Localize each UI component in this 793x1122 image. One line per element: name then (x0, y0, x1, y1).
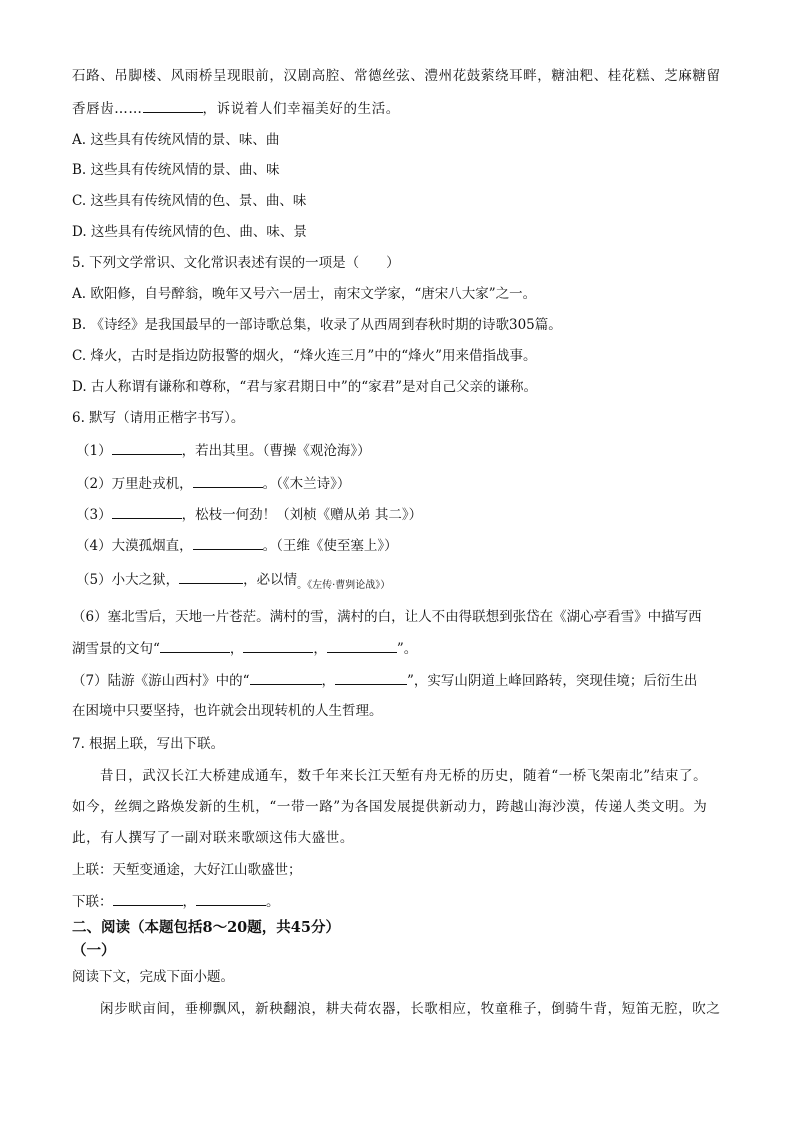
answer-blank[interactable] (113, 891, 183, 906)
q7-lower-couplet: 下联： ， 。 (72, 891, 722, 912)
answer-blank[interactable] (243, 638, 313, 653)
answer-blank[interactable] (112, 504, 182, 519)
q4-text-line2: 香唇齿…… ，诉说着人们幸福美好的生活。 (72, 98, 722, 119)
q7-stem: 7. 根据上联，写出下联。 (72, 736, 225, 752)
answer-blank[interactable] (160, 638, 230, 653)
q5-option-d[interactable]: D. 古人称谓有谦称和尊称，“君与家君期日中”的“家君”是对自己父亲的谦称。 (72, 379, 538, 395)
section-heading: 二、阅读（本题包括8～20题，共45分） (72, 919, 340, 936)
q5-option-b[interactable]: B. 《诗经》是我国最早的一部诗歌总集，收录了从西周到春秋时期的诗歌305篇。 (72, 317, 562, 333)
q6-item-2: （2）万里赴戎机， 。（《木兰诗》） (76, 473, 726, 494)
q7-paragraph-line1: 昔日，武汉长江大桥建成通车，数千年来长江天堑有舟无桥的历史，随着“一桥飞架南北”结束了。 (100, 768, 708, 784)
q6-item-4: （4）大漠孤烟直， 。（王维《使至塞上》） (76, 535, 726, 556)
answer-blank[interactable] (335, 670, 407, 685)
section-subheading: （一） (72, 942, 116, 959)
answer-blank[interactable] (143, 98, 203, 113)
answer-blank[interactable] (196, 891, 266, 906)
q4-option-c[interactable]: C. 这些具有传统风情的色、景、曲、味 (72, 193, 307, 209)
q5-option-c[interactable]: C. 烽火，古时是指边防报警的烟火，“烽火连三月”中的“烽火”用来借指战事。 (72, 348, 537, 364)
q4-option-b[interactable]: B. 这些具有传统风情的景、曲、味 (72, 162, 280, 178)
q6-stem: 6. 默写（请用正楷字书写）。 (72, 410, 245, 426)
q6-item-3: （3） ，松枝一何劲！（刘桢《赠从弟 其二》） (76, 504, 726, 525)
q6-item-6-line1: （6）塞北雪后，天地一片苍茫。满村的雪，满村的白，让人不由得联想到张岱在《湖心亭看雪》中描写西 (72, 609, 702, 625)
q5-stem: 5. 下列文学常识、文化常识表述有误的一项是（ ） (72, 255, 400, 271)
q6-item-7-line2: 在困境中只要坚持，也许就会出现转机的人生哲理。 (72, 703, 383, 719)
answer-blank[interactable] (179, 569, 243, 584)
answer-blank[interactable] (250, 670, 322, 685)
answer-blank[interactable] (112, 440, 182, 455)
q7-paragraph-line3: 此，有人撰写了一副对联来歌颂这伟大盛世。 (72, 830, 354, 846)
q7-upper-couplet: 上联：天堑变通途，大好江山歌盛世； (72, 862, 302, 878)
q7-paragraph-line2: 如今，丝绸之路焕发新的生机，“一带一路”为各国发展提供新动力，跨越山海沙漠，传递人类文明。为 (72, 799, 708, 815)
answer-blank[interactable] (193, 473, 263, 488)
q5-option-a[interactable]: A. 欧阳修，自号醉翁，晚年又号六一居士，南宋文学家，“唐宋八大家”之一。 (72, 286, 537, 302)
reading-instruction: 阅读下文，完成下面小题。 (72, 969, 234, 985)
q6-item-5: （5）小大之狱， ，必以情$_{。《左传\cdot 曹刿论战》)}$ (76, 569, 726, 596)
q4-option-d[interactable]: D. 这些具有传统风情的色、曲、味、景 (72, 224, 307, 240)
reading-passage-line1: 闲步畎亩间，垂柳飘风，新秧翻浪，耕夫荷农器，长歌相应，牧童稚子，倒骑牛背，短笛无腔，吹之 (100, 1001, 721, 1017)
q4-text-line1: 石路、吊脚楼、风雨桥呈现眼前，汉剧高腔、常德丝弦、澧州花鼓萦绕耳畔，糖油粑、桂花糕、芝麻糖留 (72, 68, 721, 84)
q6-item-6-line2: 湖雪景的文句“ ， ， ”。 (72, 638, 722, 659)
q6-item-1: （1） ，若出其里。（曹操《观沧海》） (76, 440, 726, 461)
answer-blank[interactable] (327, 638, 397, 653)
q4-option-a[interactable]: A. 这些具有传统风情的景、味、曲 (72, 132, 280, 148)
q6-item-7-line1: （7）陆游《游山西村》中的“ ， ”，实写山阴道上峰回路转，突现佳境；后衍生出 (72, 670, 722, 691)
answer-blank[interactable] (193, 535, 263, 550)
